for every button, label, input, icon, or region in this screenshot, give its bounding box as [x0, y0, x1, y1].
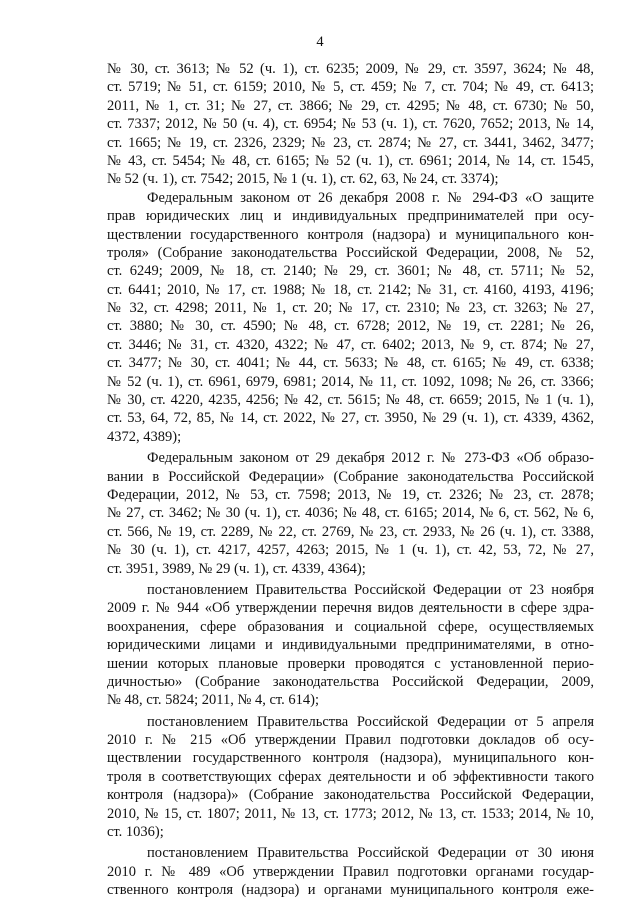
paragraph-resolution-215 [107, 713, 594, 842]
text-line: 2010 г. № 489 «Об утверждении Правил подготовки органами государ- [107, 863, 594, 880]
text-line: Федерации, 2012, № 53, ст. 7598; 2013, № 19, ст. 2326; № 23, ст. 2878; [107, 486, 594, 503]
text-line: № 52 (ч. 1), ст. 6961, 6979, 6981; 2014, № 11, ст. 1092, 1098; № 26, ст. 3366; [107, 373, 594, 390]
text-line: вании в Российской Федерации» (Собрание законодательства Российской [107, 468, 594, 485]
text-line: № 30 (ч. 1), ст. 4217, 4257, 4263; 2015, № 1 (ч. 1), ст. 42, 53, 72, № 27, [107, 542, 594, 559]
text-line: № 48, ст. 5824; 2011, № 4, ст. 614); [107, 692, 320, 709]
document-body [107, 60, 594, 900]
text-line: троля в соответствующих сферах деятельности и об эффективности такого [107, 768, 594, 785]
text-line: № 52 (ч. 1), ст. 7542; 2015, № 1 (ч. 1), ст. 62, 63, № 24, ст. 3374); [107, 171, 499, 188]
text-line: ст. 1036); [107, 824, 164, 841]
text-line: троля» (Собрание законодательства Российской Федерации, 2008, № 52, [107, 244, 594, 261]
text-line: ществлении государственного контроля (надзора), муниципального кон- [107, 750, 594, 767]
text-line: юридическими лицами и индивидуальными предпринимателями, в отно- [107, 637, 594, 654]
text-line: Федеральным законом от 26 декабря 2008 г. № 294-ФЗ «О защите [147, 189, 594, 206]
paragraph-resolution-489 [107, 844, 594, 899]
text-line: ст. 3446; № 31, ст. 4320, 4322; № 47, ст. 6402; 2013, № 9, ст. 874; № 27, [107, 336, 594, 353]
text-line: № 32, ст. 4298; 2011, № 1, ст. 20; № 17, ст. 2310; № 23, ст. 3263; № 27, [107, 300, 594, 317]
text-line: постановлением Правительства Российской Федерации от 23 ноября [147, 581, 594, 598]
text-line: ст. 53, 64, 72, 85, № 14, ст. 2022, № 27, ст. 3950, № 29 (ч. 1), ст. 4339, 4362, [107, 410, 594, 427]
paragraph-federal-law-294 [107, 189, 594, 446]
text-line: ст. 6249; 2009, № 18, ст. 2140; № 29, ст. 3601; № 48, ст. 5711; № 52, [107, 263, 594, 280]
text-line: воохранения, сфере образования и социальной сфере, осуществляемых [107, 618, 594, 635]
text-line: 4372, 4389); [107, 428, 182, 445]
text-line: № 30, ст. 4220, 4235, 4256; № 42, ст. 5615; № 48, ст. 6659; 2015, № 1 (ч. 1), [107, 392, 594, 409]
paragraph-resolution-944 [107, 581, 594, 710]
text-line: постановлением Правительства Российской Федерации от 5 апреля [147, 713, 594, 730]
text-line: ст. 1665; № 19, ст. 2326, 2329; № 23, ст. 2874; № 27, ст. 3441, 3462, 3477; [107, 134, 594, 151]
page-number: 4 [316, 34, 324, 50]
text-line: ст. 6441; 2010, № 17, ст. 1988; № 18, ст. 2142; № 31, ст. 4160, 4193, 4196; [107, 281, 594, 298]
text-line: ществлении государственного контроля (надзора) и муниципального кон- [107, 226, 594, 243]
text-line: ст. 5719; № 51, ст. 6159; 2010, № 5, ст. 459; № 7, ст. 704; № 49, ст. 6413; [107, 79, 594, 96]
text-line: 2011, № 1, ст. 31; № 27, ст. 3866; № 29, ст. 4295; № 48, ст. 6730; № 50, [107, 97, 594, 114]
text-line: № 27, ст. 3462; № 30 (ч. 1), ст. 4036; № 48, ст. 6165; 2014, № 6, ст. 562, № 6, [107, 505, 594, 522]
text-line: ст. 3880; № 30, ст. 4590; № 48, ст. 6728; 2012, № 19, ст. 2281; № 26, [107, 318, 594, 335]
text-line: ст. 7337; 2012, № 50 (ч. 4), ст. 6954; № 53 (ч. 1), ст. 7620, 7652; 2013, № 14, [107, 116, 594, 133]
text-line: шении которых плановые проверки проводятся с установленной перио- [107, 655, 594, 672]
text-line: ственного контроля (надзора) и органами муниципального контроля еже- [107, 882, 594, 899]
text-line: 2009 г. № 944 «Об утверждении перечня видов деятельности в сфере здра- [107, 600, 594, 617]
text-line: № 43, ст. 5454; № 48, ст. 6165; № 52 (ч. 1), ст. 6961; 2014, № 14, ст. 1545, [107, 152, 594, 169]
text-line: прав юридических лиц и индивидуальных предпринимателей при осу- [107, 208, 594, 225]
text-line: 2010, № 15, ст. 1807; 2011, № 13, ст. 1773; 2012, № 13, ст. 1533; 2014, № 10, [107, 805, 594, 822]
text-line: ст. 3477; № 30, ст. 4041; № 44, ст. 5633; № 48, ст. 6165; № 49, ст. 6338; [107, 355, 594, 372]
paragraph-federal-law-273 [107, 449, 594, 578]
text-line: ст. 566, № 19, ст. 2289, № 22, ст. 2769, № 23, ст. 2933, № 26 (ч. 1), ст. 3388, [107, 523, 594, 540]
text-line: № 30, ст. 3613; № 52 (ч. 1), ст. 6235; 2009, № 29, ст. 3597, 3624; № 48, [107, 61, 594, 77]
text-line: контроля (надзора)» (Собрание законодательства Российской Федерации, [107, 787, 594, 804]
text-line: 2010 г. № 215 «Об утверждении Правил подготовки докладов об осу- [107, 732, 594, 749]
text-line: дичностью» (Собрание законодательства Российской Федерации, 2009, [107, 673, 594, 690]
paragraph-citation-continuation [107, 60, 594, 189]
text-line: ст. 3951, 3989, № 29 (ч. 1), ст. 4339, 4364); [107, 560, 366, 577]
text-line: постановлением Правительства Российской Федерации от 30 июня [147, 845, 594, 862]
text-line: Федеральным законом от 29 декабря 2012 г. № 273-ФЗ «Об образо- [147, 450, 594, 467]
